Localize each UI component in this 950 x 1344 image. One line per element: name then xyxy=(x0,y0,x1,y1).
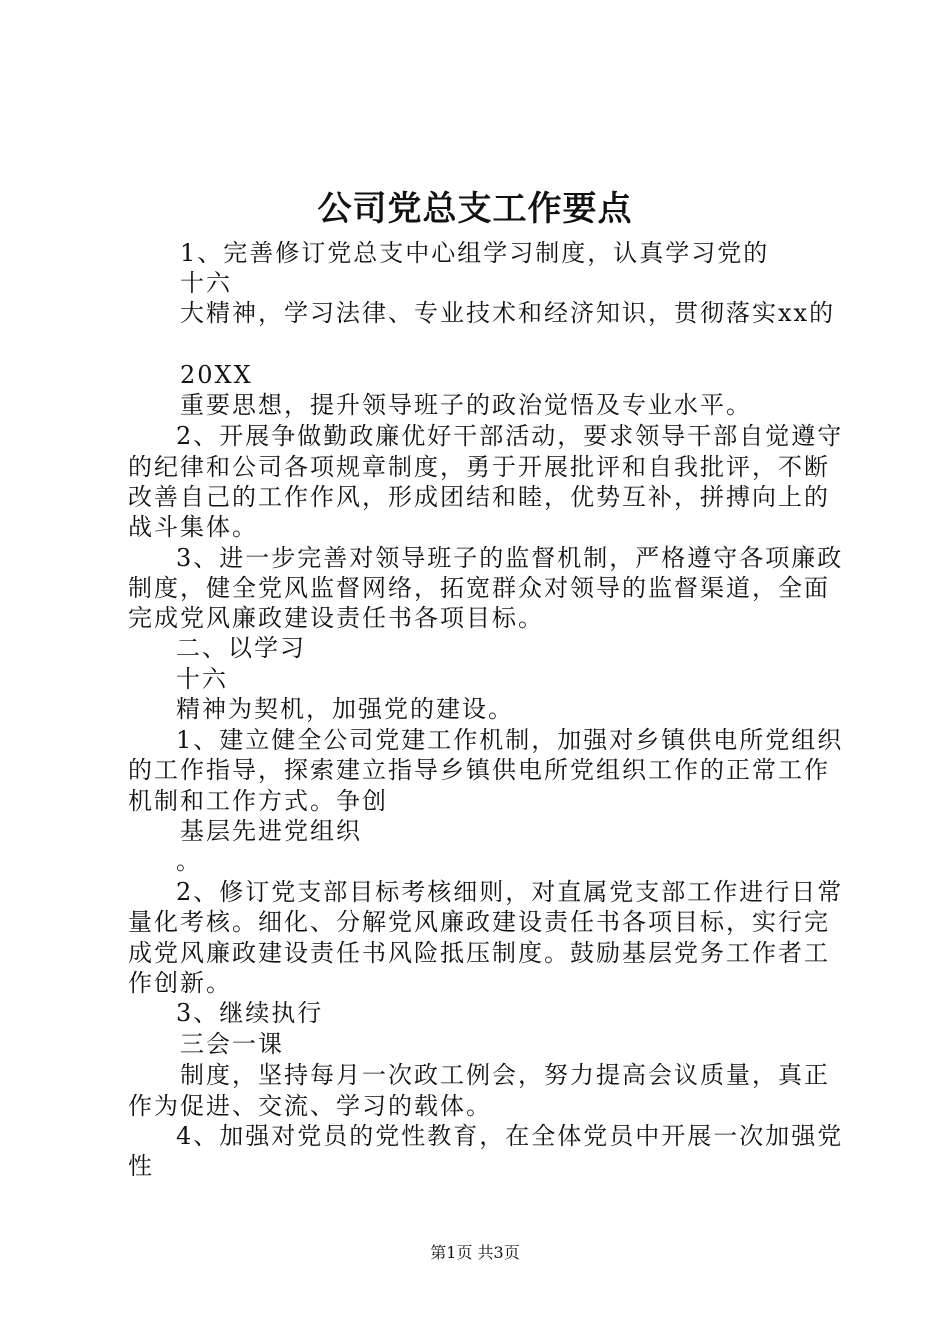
page-footer: 第1页 共3页 xyxy=(430,1243,520,1262)
text-line: 机制和工作方式。争创 xyxy=(128,787,388,815)
text-line: 2、修订党支部目标考核细则，对直属党支部工作进行日常 xyxy=(176,878,844,906)
text-line: 改善自己的工作作风，形成团结和睦，优势互补，拼搏向上的 xyxy=(128,483,830,511)
text-line: 十六 xyxy=(176,665,228,693)
text-line: 完成党风廉政建设责任书各项目标。 xyxy=(128,604,544,632)
text-line: 作为促进、交流、学习的载体。 xyxy=(128,1092,492,1120)
text-line: 3、继续执行 xyxy=(176,999,324,1027)
text-line: 作创新。 xyxy=(128,969,232,997)
text-line: 1、完善修订党总支中心组学习制度，认真学习党的 xyxy=(180,239,770,267)
text-line: 4、加强对党员的党性教育，在全体党员中开展一次加强党 xyxy=(176,1122,844,1150)
text-line: 大精神，学习法律、专业技术和经济知识，贯彻落实xx的 xyxy=(180,299,836,327)
text-line: 1、建立健全公司党建工作机制，加强对乡镇供电所党组织 xyxy=(176,726,844,754)
text-line: 的纪律和公司各项规章制度，勇于开展批评和自我批评，不断 xyxy=(128,453,830,481)
text-line: 3、进一步完善对领导班子的监督机制，严格遵守各项廉政 xyxy=(176,544,844,572)
text-line: 性 xyxy=(128,1152,154,1180)
text-line: 十六 xyxy=(180,269,232,297)
text-line: 基层先进党组织 xyxy=(180,817,362,845)
text-line: 量化考核。细化、分解党风廉政建设责任书各项目标，实行完 xyxy=(128,908,830,936)
text-line: 精神为契机，加强党的建设。 xyxy=(176,695,514,723)
document-title: 公司党总支工作要点 xyxy=(317,189,633,229)
text-line: 战斗集体。 xyxy=(128,513,258,541)
text-line: 。 xyxy=(176,847,202,875)
text-line: 制度，坚持每月一次政工例会，努力提高会议质量，真正 xyxy=(180,1061,830,1089)
text-line: 二、以学习 xyxy=(176,634,306,662)
text-line: 的工作指导，探索建立指导乡镇供电所党组织工作的正常工作 xyxy=(128,756,830,784)
text-line: 成党风廉政建设责任书风险抵压制度。鼓励基层党务工作者工 xyxy=(128,939,830,967)
text-line: 三会一课 xyxy=(180,1030,284,1058)
text-line: 20XX xyxy=(180,361,253,389)
text-line: 制度，健全党风监督网络，拓宽群众对领导的监督渠道，全面 xyxy=(128,574,830,602)
text-line: 重要思想，提升领导班子的政治觉悟及专业水平。 xyxy=(180,391,752,419)
text-line: 2、开展争做勤政廉优好干部活动，要求领导干部自觉遵守 xyxy=(176,422,844,450)
